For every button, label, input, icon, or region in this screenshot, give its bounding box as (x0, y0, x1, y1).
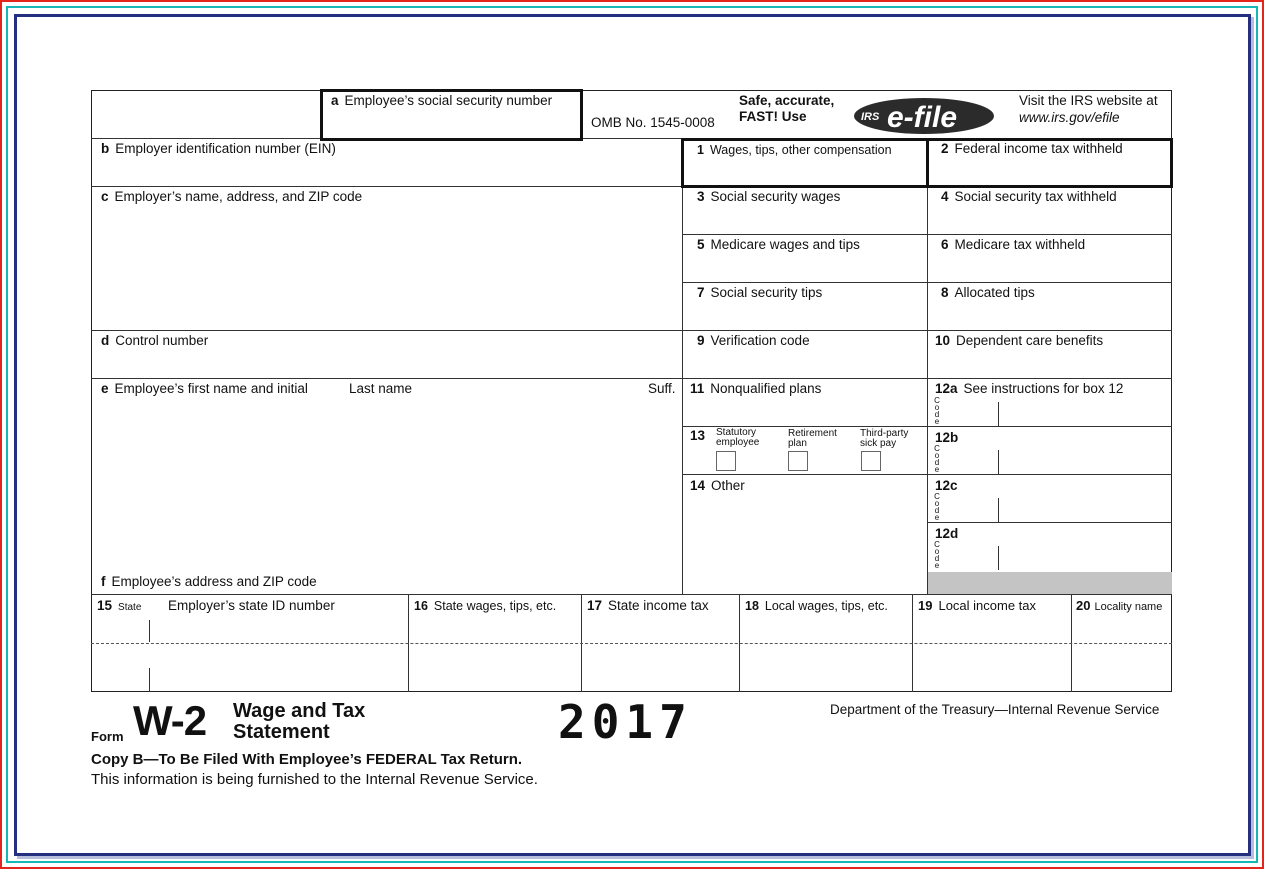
box-b-label: b Employer identification number (EIN) (101, 141, 336, 156)
box-10-label: 10 Dependent care benefits (935, 333, 1104, 348)
box-3-label: 3 Social security wages (697, 189, 841, 204)
row-line-state (91, 594, 1172, 595)
box-2-label: 2 Federal income tax withheld (941, 141, 1123, 156)
box-18-label: 18 Local wages, tips, etc. (745, 599, 888, 613)
box-12b-label: 12b (935, 430, 959, 445)
box-4-label: 4 Social security tax withheld (941, 189, 1117, 204)
copy-b-line: Copy B—To Be Filed With Employee’s FEDERAL Tax Return. (91, 751, 523, 768)
box-13-num: 13 (690, 428, 706, 443)
col-line-mid (682, 138, 683, 594)
box-19-label: 19 Local income tax (918, 598, 1037, 613)
box-15-employer-state-id: Employer’s state ID number (168, 598, 335, 613)
retirement-plan-checkbox[interactable] (788, 451, 808, 471)
box-1-label: 1 Wages, tips, other compensation (697, 143, 892, 157)
department-text: Department of the Treasury—Internal Revenue Service (830, 702, 1160, 717)
state-dashed-line (91, 643, 1172, 644)
box-12c-label: 12c (935, 478, 958, 493)
efile-text: e-file (887, 101, 958, 134)
safe-line1: Safe, accurate, (739, 93, 835, 108)
code-label-12c: C o d e (934, 492, 940, 522)
box-a-label: a Employee’s social security number (331, 93, 553, 108)
title-line2: Statement (233, 721, 330, 743)
code-divider-12c (998, 498, 999, 522)
box-11-label: 11 Nonqualified plans (690, 381, 822, 396)
visit-line1: Visit the IRS website at (1019, 93, 1158, 108)
retirement-label-1: Retirement (788, 428, 837, 439)
box-c-label: c Employer’s name, address, and ZIP code (101, 189, 363, 204)
thirdparty-label-2: sick pay (860, 438, 897, 449)
box-14-label: 14 Other (690, 478, 745, 493)
box-5-label: 5 Medicare wages and tips (697, 237, 860, 252)
row-line-d (91, 330, 682, 331)
code-label-12d: C o d e (934, 540, 940, 570)
form-name: W-2 (133, 697, 207, 744)
code-divider-12d (998, 546, 999, 570)
statutory-employee-checkbox[interactable] (716, 451, 736, 471)
code-divider-12a (998, 402, 999, 426)
col-line-right (927, 138, 928, 594)
code-label-12a: C o d e (934, 396, 940, 426)
efile-irs-text: IRS (861, 111, 880, 123)
box-e-suffix: Suff. (648, 381, 676, 396)
irs-efile-logo (853, 96, 995, 136)
box-12a-label: 12a See instructions for box 12 (935, 381, 1124, 396)
thirdparty-label-1: Third-party (860, 428, 909, 439)
box-17-label: 17 State income tax (587, 598, 709, 613)
row-line-12d (927, 522, 1172, 523)
title-line1: Wage and Tax (233, 700, 366, 722)
code-divider-12b (998, 450, 999, 474)
state-tick-1 (149, 620, 150, 642)
box-9-label: 9 Verification code (697, 333, 810, 348)
box-f-label: f Employee’s address and ZIP code (101, 574, 317, 589)
third-party-sick-pay-checkbox[interactable] (861, 451, 881, 471)
box-16-label: 16 State wages, tips, etc. (414, 599, 557, 613)
visit-line2[interactable]: www.irs.gov/efile (1019, 110, 1120, 125)
shaded-area (928, 572, 1172, 594)
code-label-12b: C o d e (934, 444, 940, 474)
box-7-label: 7 Social security tips (697, 285, 823, 300)
statutory-label-2: employee (716, 437, 760, 448)
row-line-e (91, 378, 682, 379)
form-word: Form (91, 729, 124, 744)
tax-year: 2017 (558, 695, 693, 749)
state-tick-2 (149, 668, 150, 692)
info-line: This information is being furnished to the Internal Revenue Service. (91, 771, 538, 788)
box-8-label: 8 Allocated tips (941, 285, 1035, 300)
retirement-label-2: plan (788, 438, 807, 449)
statutory-label-1: Statutory (716, 427, 757, 438)
omb-number: OMB No. 1545-0008 (591, 115, 715, 130)
box-6-label: 6 Medicare tax withheld (941, 237, 1086, 252)
box-d-label: d Control number (101, 333, 209, 348)
box-e-label: e Employee’s first name and initial (101, 381, 308, 396)
box-e-lastname: Last name (349, 381, 413, 396)
box-12d-label: 12d (935, 526, 959, 541)
safe-line2: FAST! Use (739, 109, 807, 124)
box-15-label: 15 State (97, 598, 142, 613)
box-20-label: 20 Locality name (1076, 598, 1163, 613)
